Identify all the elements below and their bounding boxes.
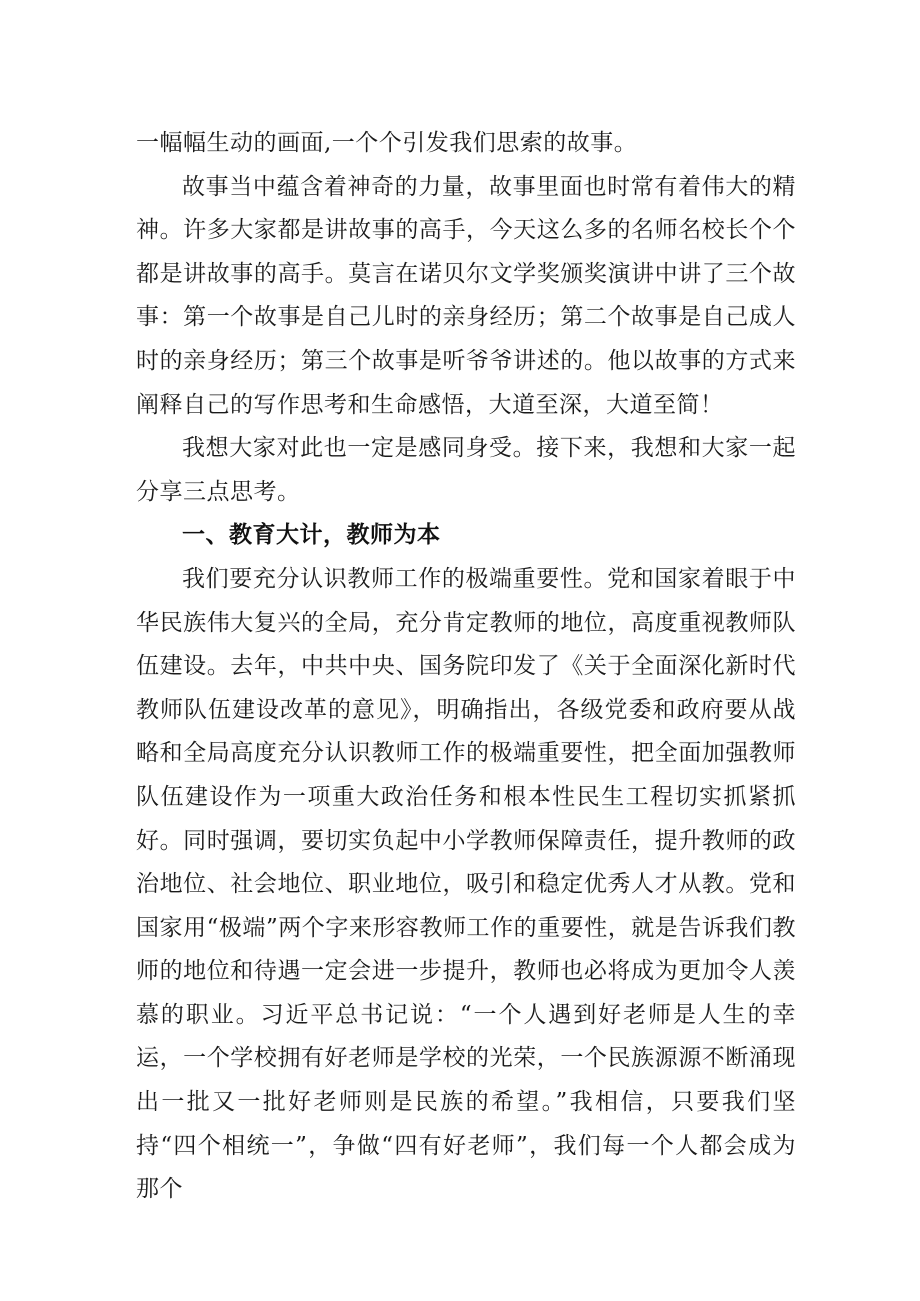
paragraph-transition: 我想大家对此也一定是感同身受。接下来，我想和大家一起分享三点思考。: [136, 435, 796, 505]
paragraph-continuation: 一幅幅生动的画面,一个个引发我们思索的故事。: [136, 130, 638, 156]
paragraph-stories: 故事当中蕴含着神奇的力量，故事里面也时常有着伟大的精神。许多大家都是讲故事的高手，今天这么多的名师名校长个个都是讲故事的高手。莫言在诺贝尔文学奖颁奖演讲中讲了三个故事：第一个故事是自己儿时的亲身经历；第二个故事是自己成人时的亲身经历；第三个故事是听爷爷讲述的。他以故事的方式来阐释自己的写作思考和生命感悟，大道至深，大道至简！: [136, 173, 796, 418]
document-body: [136, 122, 796, 1212]
section-heading: 一、教育大计，教师为本: [182, 522, 441, 549]
paragraph-teacher-importance: 我们要充分认识教师工作的极端重要性。党和国家着眼于中华民族伟大复兴的全局，充分肯定教师的地位，高度重视教师队伍建设。去年，中共中央、国务院印发了《关于全面深化新时代教师队伍建设改革的意见》，明确指出，各级党委和政府要从战略和全局高度充分认识教师工作的极端重要性，把全面加强教师队伍建设作为一项重大政治任务和根本性民生工程切实抓紧抓好。同时强调，要切实负起中小学教师保障责任，提升教师的政治地位、社会地位、职业地位，吸引和稳定优秀人才从教。党和国家用“极端”两个字来形容教师工作的重要性，就是告诉我们教师的地位和待遇一定会进一步提升，教师也必将成为更加令人羡慕的职业。习近平总书记说：“一个人遇到好老师是人生的幸运，一个学校拥有好老师是学校的光荣，一个民族源源不断涌现出一批又一批好老师则是民族的希望。”我相信，只要我们坚持“四个相统一”，争做“四有好老师”，我们每一个人都会成为那个: [136, 565, 796, 1203]
